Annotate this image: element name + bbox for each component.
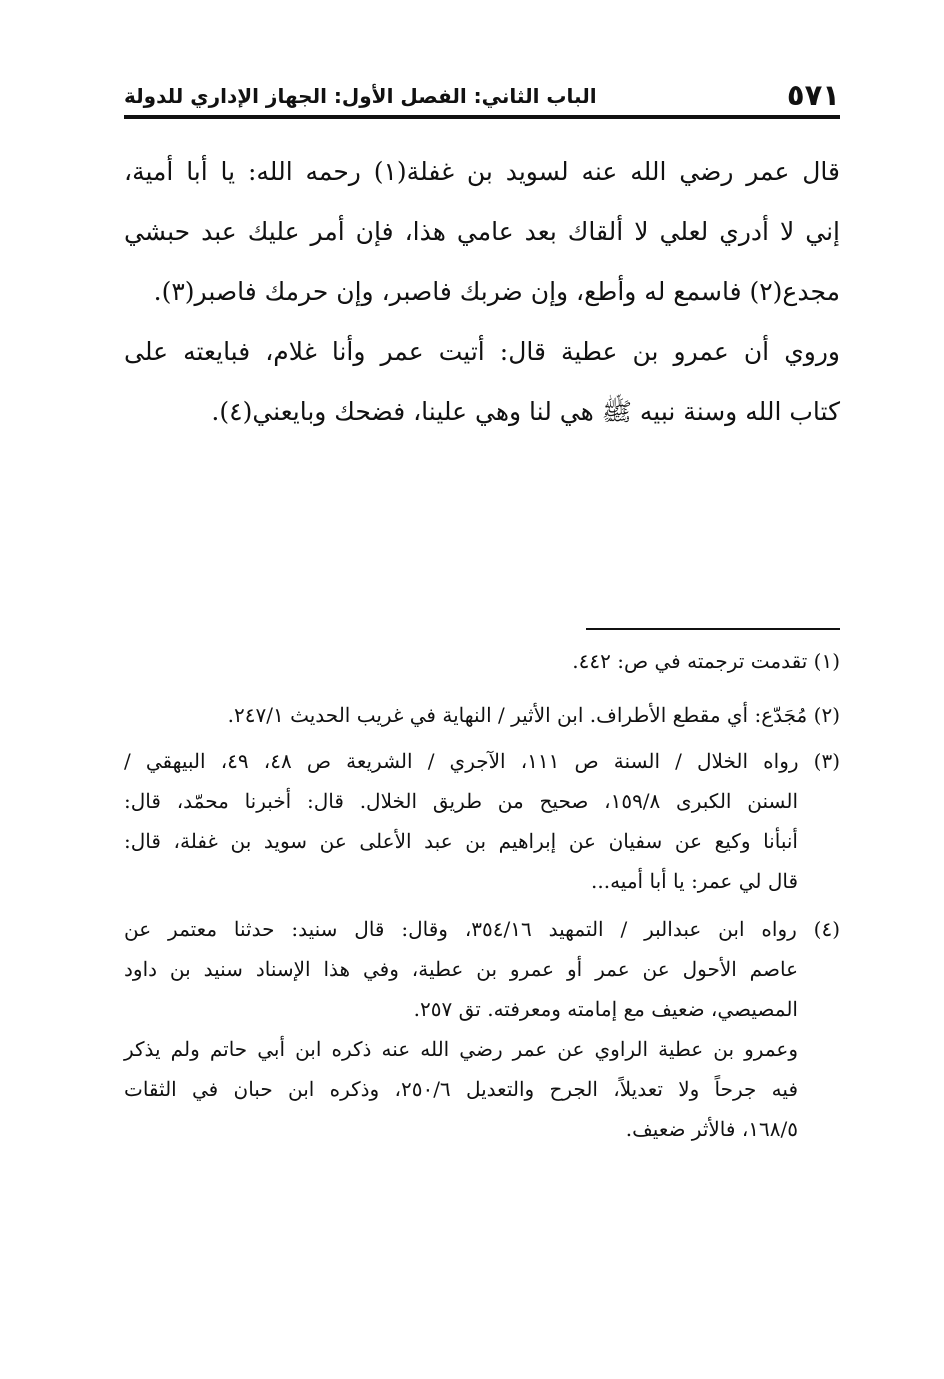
body-line: كتاب الله وسنة نبيه ﷺ هي لنا وهي علينا، فضحك وبايعني(٤). [211, 397, 840, 426]
footnote-3-line: (٣) رواه الخلال / السنة ص ١١١، الآجري / الشريعة ص ٤٨، ٤٩، البيهقي / [124, 749, 841, 773]
body-line: إني لا أدري لعلي لا ألقاك بعد عامي هذا، فإن أمر عليك عبد حبشي [124, 217, 840, 246]
body-line: وروي أن عمرو بن عطية قال: أتيت عمر وأنا غلام، فبايعته على [124, 337, 840, 366]
footnote-4-line: ١٦٨/٥، فالأثر ضعيف. [625, 1117, 798, 1141]
footnote-4-line: عاصم الأحول عن عمر أو عمرو بن عطية، وفي هذا الإسناد سنيد بن داود [124, 957, 799, 981]
footnote-3-line: قال لي عمر: يا أبا أميه... [591, 869, 798, 893]
footnote-separator [586, 628, 840, 630]
footnote-4-line: المصيصي، ضعيف مع إمامته ومعرفته. تق ٢٥٧. [413, 997, 798, 1021]
running-head: الباب الثاني: الفصل الأول: الجهاز الإداري للدولة [124, 84, 597, 108]
body-line: مجدع(٢) فاسمع له وأطع، وإن ضربك فاصبر، وإن حرمك فاصبر(٣). [153, 277, 840, 306]
footnote-4-line: وعمرو بن عطية الراوي عن عمر رضي الله عنه ذكره ابن أبي حاتم ولم يذكر [124, 1037, 798, 1061]
footnote-3-line: السنن الكبرى ١٥٩/٨، صحيح من طريق الخلال. قال: أخبرنا محمّد، قال: [124, 789, 798, 813]
footnote-4-line: فيه جرحاً ولا تعديلاً، الجرح والتعديل ٢٥٠/٦، وذكره ابن حبان في الثقات [124, 1077, 799, 1101]
header-rule [124, 115, 840, 119]
page-number: ٥٧١ [786, 78, 840, 112]
main-text [124, 142, 840, 442]
footnote-2: (٢) مُجَدّع: أي مقطع الأطراف. ابن الأثير / النهاية في غريب الحديث ٢٤٧/١. [227, 703, 840, 727]
body-line: قال عمر رضي الله عنه لسويد بن غفلة(١) رحمه الله: يا أبا أمية، [124, 157, 840, 186]
footnote-1: (١) تقدمت ترجمته في ص: ٤٤٢. [572, 649, 840, 673]
footnotes [124, 641, 840, 1149]
page-header [124, 72, 840, 110]
footnote-4-line: (٤) رواه ابن عبدالبر / التمهيد ٣٥٤/١٦، وقال: قال سنيد: حدثنا معتمر عن [124, 917, 841, 941]
footnote-3-line: أنبأنا وكيع عن سفيان عن إبراهيم بن عبد الأعلى عن سويد بن غفلة، قال: [124, 829, 798, 853]
